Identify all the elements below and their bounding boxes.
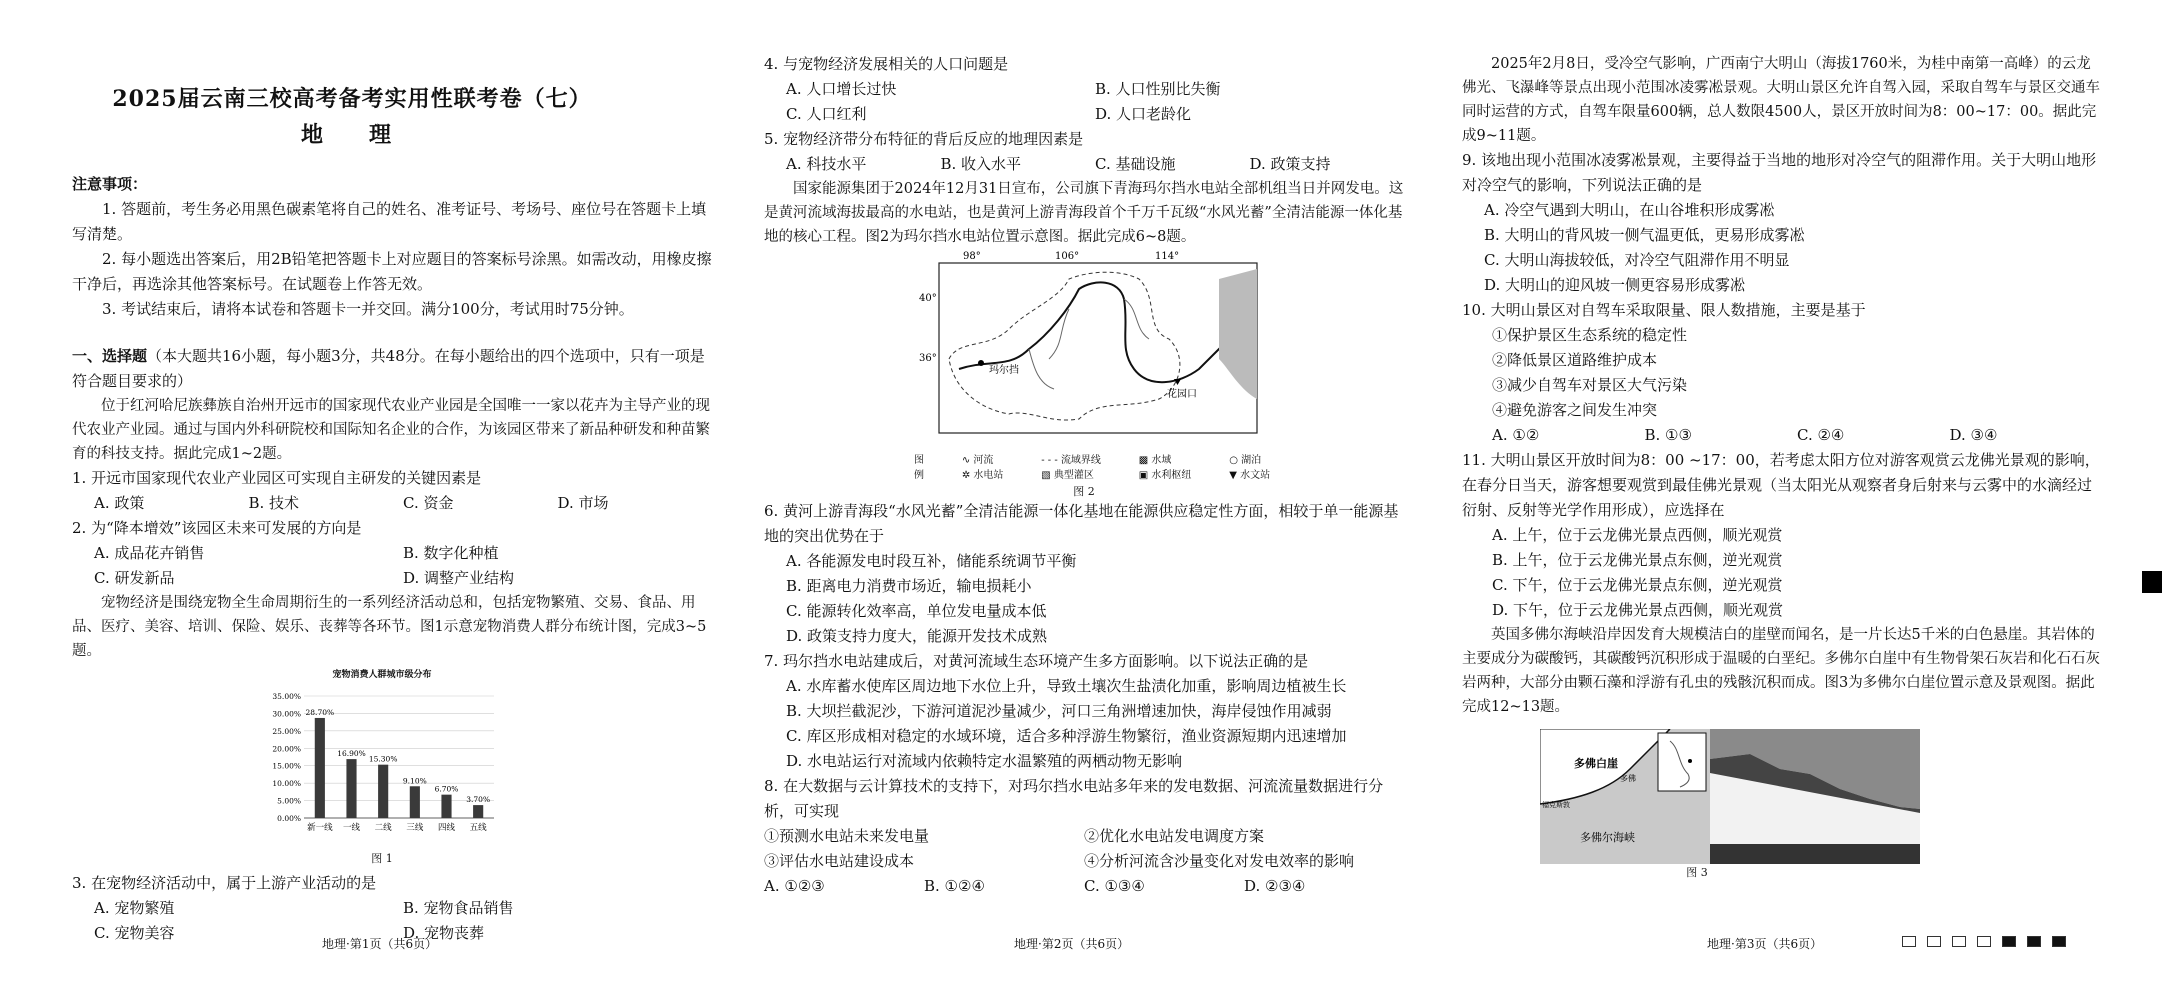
statement: ③评估水电站建设成本 [764,852,915,870]
dover-location-map [1540,729,1710,864]
question-10-options [1462,423,2102,448]
map3-label: 福克斯敦 [1542,801,1570,809]
legend-item: ✲ 水电站 [961,470,1004,481]
notice-item: 1. 答题前，考生务必用黑色碳素笔将自己的姓名、准考证号、考场号、座位号在答题卡上填写清楚。 [72,200,707,243]
question-4: 4. 与宠物经济发展相关的人口问题是 [764,55,1009,73]
notice-item: 3. 考试结束后，请将本试卷和答题卡一并交回。满分100分，考试用时75分钟。 [102,300,634,318]
question-2-options [72,541,712,591]
option[interactable]: D. 政策支持 [1249,155,1331,173]
option[interactable]: A. ①② [1492,426,1540,444]
option[interactable]: A. 成品花卉销售 [94,544,205,562]
figure-2-caption: 图 2 [1073,485,1095,498]
option[interactable]: C. 人口红利 [786,105,867,123]
question-7: 7. 玛尔挡水电站建成后，对黄河流域生态环境产生多方面影响。以下说法正确的是 [764,652,1309,670]
option[interactable]: B. ①③ [1644,426,1692,444]
marker-square [1927,936,1941,947]
place-label: 玛尔挡 [989,365,1019,376]
x-tick-label: 一线 [342,823,361,833]
data-label: 3.70% [466,795,491,805]
yellow-river-map [919,249,1259,449]
bar [473,805,483,818]
statement: ①保护景区生态系统的稳定性 [1492,326,1688,344]
figure-3-caption: 图 3 [1686,866,1708,879]
option[interactable]: D. 下午，位于云龙佛光景点西侧，顺光观赏 [1492,601,1784,619]
bar [410,786,420,818]
lon-label: 98° [963,251,981,262]
map-legend [914,453,1294,483]
option[interactable]: B. ①②④ [924,877,985,895]
question-1: 1. 开远市国家现代农业产业园区可实现自主研发的关键因素是 [72,469,482,487]
page-3-content [1462,52,2102,880]
option[interactable]: B. 人口性别比失衡 [1095,80,1221,98]
option[interactable]: B. 大坝拦截泥沙，下游河道泥沙量减少，河口三角洲增速加快，海岸侵蚀作用减弱 [786,702,1332,720]
option[interactable]: B. 数字化种植 [403,544,499,562]
hydropower-station-icon [978,360,984,366]
lon-label: 106° [1055,251,1080,262]
option[interactable]: D. ②③④ [1244,877,1306,895]
passage-1: 位于红河哈尼族彝族自治州开远市的国家现代农业产业园是全国唯一一家以花卉为主导产业的现代农业产业园。通过与国内外科研院校和国际知名企业的合作，为该园区带来了新品种研发和种苗繁育的科技支持。据此完成1~2题。 [72,398,710,462]
bar [441,795,451,818]
page-2-column [764,0,1404,1002]
map-frame [939,263,1257,433]
data-label: 15.30% [368,754,398,764]
option[interactable]: C. ②④ [1797,426,1845,444]
lon-label: 114° [1155,251,1180,262]
lat-label: 36° [919,353,937,364]
edge-registration-mark [2142,571,2162,593]
bar [315,718,325,818]
passage-4: 2025年2月8日，受冷空气影响，广西南宁大明山（海拔1760米，为桂中南第一高峰）的云龙佛光、飞瀑峰等景点出现小范围冰凌雾凇景观。大明山景区允许自驾入园，采取自驾车与景区交通车同时运营的方式，自驾车限量600辆，总人数限4500人，景区开放时间为8：00~17：00。据此完成9~11题。 [1462,56,2100,144]
question-6: 6. 黄河上游青海段“水风光蓄”全清洁能源一体化基地在能源供应稳定性方面，相较于单一能源基地的突出优势在于 [764,502,1399,545]
section-heading: 一、选择题 [72,347,148,365]
y-tick-label: 10.00% [272,779,301,789]
data-label: 28.70% [305,707,335,717]
y-tick-label: 5.00% [277,796,301,806]
statement: ④分析河流含沙量变化对发电效率的影响 [1084,852,1355,870]
x-tick-label: 四线 [437,823,456,833]
exam-title: 2025届云南三校高考备考实用性联考卷（七） [112,86,592,112]
question-7-options [764,674,1404,774]
section-desc: （本大题共16小题，每小题3分，共48分。在每小题给出的四个选项中，只有一项是符合题目要求的） [72,347,705,390]
statement: ③减少自驾车对景区大气污染 [1492,376,1688,394]
notice-block [72,172,712,322]
option[interactable]: C. 资金 [403,494,454,512]
bar [346,759,356,818]
statement: ①预测水电站未来发电量 [764,827,930,845]
option[interactable]: C. 基础设施 [1095,155,1176,173]
passage-2: 宠物经济是围绕宠物全生命周期衍生的一系列经济活动总和，包括宠物繁殖、交易、食品、用品、医疗、美容、培训、保险、娱乐、丧葬等各环节。图1示意宠物消费人群分布统计图，完成3~5题。 [72,595,707,659]
question-8-options [764,874,1404,899]
notice-item: 2. 每小题选出答案后，用2B铅笔把答题卡上对应题目的答案标号涂黑。如需改动，用橡皮擦干净后，再选涂其他答案标号。在试题卷上作答无效。 [72,250,712,293]
marker-square-filled [2002,936,2016,947]
inset-map [1658,733,1706,791]
x-tick-label: 二线 [374,823,392,833]
question-3: 3. 在宠物经济活动中，属于上游产业活动的是 [72,874,377,892]
question-10-items [1462,323,2102,423]
option[interactable]: D. 政策支持力度大，能源开发技术成熟 [786,627,1048,645]
question-5: 5. 宠物经济带分布特征的背后反应的地理因素是 [764,130,1084,148]
option[interactable]: D. 水电站运行对流域内依赖特定水温繁殖的两栖动物无影响 [786,752,1183,770]
option[interactable]: B. 收入水平 [940,155,1022,173]
data-label: 9.10% [402,776,427,786]
option[interactable]: C. 库区形成相对稳定的水域环境，适合多种浮游生物繁衍，渔业资源短期内迅速增加 [786,727,1347,745]
legend-item: ▼ 水文站 [1229,470,1271,481]
question-8-items [764,824,1404,874]
marker-square [1902,936,1916,947]
data-label: 6.70% [434,784,459,794]
legend-item: ○ 湖泊 [1229,455,1262,466]
legend-item: ∿ 河流 [961,455,994,466]
question-8: 8. 在大数据与云计算技术的支持下，对玛尔挡水电站多年来的发电数据、河流流量数据进行分析，可实现 [764,777,1384,820]
bar [378,765,388,818]
option[interactable]: C. ①③④ [1084,877,1145,895]
y-tick-label: 20.00% [272,744,301,754]
lat-label: 40° [919,293,937,304]
legend-item: - - - 流域界线 [1041,455,1101,466]
question-2: 2. 为“降本增效”该园区未来可发展的方向是 [72,519,362,537]
notice-heading: 注意事项： [72,175,148,193]
marker-square [1977,936,1991,947]
option[interactable]: A. 上午，位于云龙佛光景点西侧，顺光观赏 [1492,526,1783,544]
question-10: 10. 大明山景区对自驾车采取限量、限人数措施，主要是基于 [1462,301,1866,319]
option[interactable]: B. 上午，位于云龙佛光景点东侧，逆光观赏 [1492,551,1783,569]
question-4-options [764,77,1404,127]
sea-area [1219,269,1257,399]
option[interactable]: D. ③④ [1949,426,1998,444]
y-tick-label: 30.00% [272,709,301,719]
option[interactable]: D. 人口老龄化 [1095,105,1192,123]
x-tick-label: 三线 [406,823,424,833]
option[interactable]: B. 大明山的背风坡一侧气温更低，更易形成雾凇 [1484,226,1805,244]
option[interactable]: C. 下午，位于云龙佛光景点东侧，逆光观赏 [1492,576,1783,594]
option[interactable]: C. 能源转化效率高，单位发电量成本低 [786,602,1047,620]
option[interactable]: D. 调整产业结构 [403,569,515,587]
question-11: 11. 大明山景区开放时间为8：00 ~17：00，若考虑太阳方位对游客观赏云龙佛光景观的影响，在春分日当天，游客想要观赏到最佳佛光景观（当太阳光从观察者身后射来与云雾中的水滴经过衍射、反射等光学作用形成），应选择在 [1462,451,2100,519]
question-9: 9. 该地出现小范围冰凌雾凇景观，主要得益于当地的地形对冷空气的阻滞作用。关于大明山地形对冷空气的影响，下列说法正确的是 [1462,151,2097,194]
figure-1-caption: 图 1 [371,852,393,865]
statement: ②降低景区道路维护成本 [1492,351,1658,369]
legend-item: ▧ 典型灌区 [1041,470,1094,481]
option[interactable]: A. 各能源发电时段互补，储能系统调节平衡 [786,552,1077,570]
passage-5: 英国多佛尔海峡沿岸因发育大规模洁白的崖壁而闻名，是一片长达5千米的白色悬崖。其岩体的主要成分为碳酸钙，其碳酸钙沉积形成于温暖的白垩纪。多佛尔白崖中有生物骨架石灰岩和化石石灰岩两种，大部分由颗石藻和浮游有孔虫的残骸沉积而成。图3为多佛尔白崖位置示意及景观图。据此完成12~13题。 [1462,627,2100,715]
y-tick-label: 25.00% [272,726,301,736]
basin-boundary [949,272,1180,420]
option[interactable]: C. 研发新品 [94,569,175,587]
page-footer: 地理·第2页（共6页） [1014,937,1130,951]
question-11-options [1462,523,2102,623]
statement: ④避免游客之间发生冲突 [1492,401,1658,419]
statement: ②优化水电站发电调度方案 [1084,827,1265,845]
map3-label: 多佛白崖 [1574,757,1618,770]
page-2-content [764,52,1404,899]
question-6-options [764,549,1404,649]
page-1-column [72,0,712,1002]
x-tick-label: 五线 [469,823,487,833]
y-tick-label: 15.00% [272,761,301,771]
option[interactable]: D. 市场 [557,494,609,512]
legend-heading: 图 例 [914,455,924,481]
location-dot-icon [1688,759,1692,763]
bar-chart [262,688,502,838]
tributaries [1029,299,1149,389]
chart-title: 宠物消费人群城市级分布 [332,670,432,680]
legend-item: ▣ 水利枢纽 [1138,470,1192,481]
page-marker-squares [1902,936,2066,947]
option[interactable]: B. 宠物食品销售 [403,899,514,917]
figure-3 [1540,729,1920,864]
figure-2-map [919,249,1259,453]
option[interactable]: D. 宠物丧葬 [403,924,485,942]
page-footer: 地理·第1页（共6页） [322,937,438,951]
y-tick-label: 35.00% [272,692,301,701]
marker-square [1952,936,1966,947]
option[interactable]: C. 大明山海拔较低，对冷空气阻滞作用不明显 [1484,251,1790,269]
legend-item: ▩ 水域 [1138,455,1172,466]
option[interactable]: A. 水库蓄水使库区周边地下水位上升，导致土壤次生盐渍化加重，影响周边植被生长 [786,677,1347,695]
option[interactable]: C. 宠物美容 [94,924,175,942]
option[interactable]: A. ①②③ [764,877,825,895]
data-label: 16.90% [337,749,366,759]
option[interactable]: A. 政策 [94,494,145,512]
exam-subject: 地 理 [300,122,403,148]
option[interactable]: B. 距离电力消费市场近，输电损耗小 [786,577,1032,595]
passage-3: 国家能源集团于2024年12月31日宣布，公司旗下青海玛尔挡水电站全部机组当日并网发电。这是黄河流域海拔最高的水电站，也是黄河上游青海段首个千万千瓦级“水风光蓄”全清洁能源一体化基地的核心工程。图2为玛尔挡水电站位置示意图。据此完成6~8题。 [764,181,1404,245]
section-1 [72,344,712,946]
option[interactable]: D. 大明山的迎风坡一侧更容易形成雾凇 [1484,276,1746,294]
marker-square-filled [2027,936,2041,947]
marker-square-filled [2052,936,2066,947]
option[interactable]: A. 人口增长过快 [786,80,897,98]
page-3-column [1462,0,2102,1002]
photo-foreground [1710,844,1920,864]
question-1-options [72,491,712,516]
figure-1-chart [262,663,502,871]
x-tick-label: 新一线 [307,823,333,833]
map3-label: 多佛 [1620,774,1636,783]
page-footer: 地理·第3页（共6页） [1707,937,1823,951]
question-5-options [764,152,1404,177]
y-tick-label: 0.00% [277,814,301,823]
option[interactable]: A. 宠物繁殖 [94,899,175,917]
option[interactable]: B. 技术 [248,494,300,512]
option[interactable]: A. 科技水平 [786,155,867,173]
white-cliffs-photo [1710,729,1920,864]
place-label: 花园口 [1167,389,1197,400]
map3-label: 多佛尔海峡 [1580,831,1635,844]
option[interactable]: A. 冷空气遇到大明山，在山谷堆积形成雾凇 [1484,201,1775,219]
question-9-options [1462,198,2102,298]
